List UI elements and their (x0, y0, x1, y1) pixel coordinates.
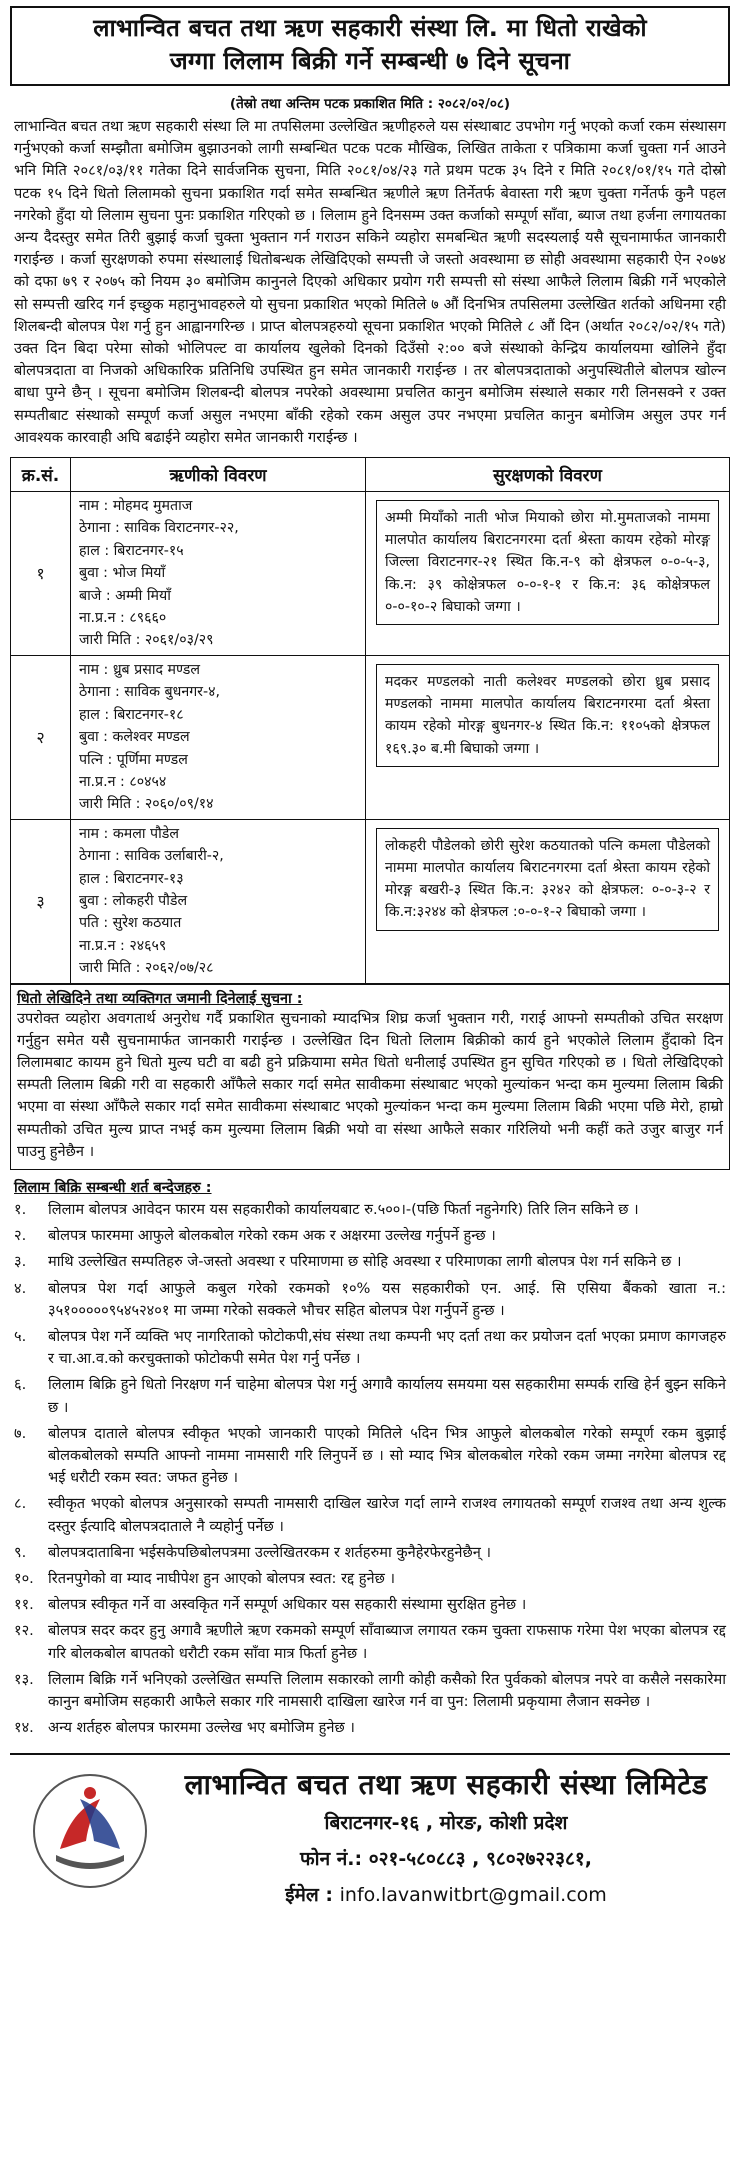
term-text: बोलपत्र दाताले बोलपत्र स्वीकृत भएको जानकारी पाएको मितिले ५दिन भित्र आफुले बोलकबोल गरेको सम्पूर्ण रकम बुझाई बोलकबोलको सम्पति आफ्नो नाममा नामसारी गरि लिनुपर्ने छ । सो म्याद भित्र बोलकबोल गरेको रकम जम्मा नगरेमा बोलपत्र रद्द भई धरौटी रकम स्वत: जफत हुनेछ । (48, 1424, 726, 1487)
list-item (14, 1669, 726, 1713)
collateral-details (366, 819, 730, 983)
borrower-current-address: हाल : बिराटनगर-१५ (79, 542, 184, 559)
borrower-citizenship-no: ना.प्र.न : ८९६६० (79, 610, 167, 627)
collateral-text: मदकर मण्डलको नाती कलेश्वर मण्डलको छोरा ध्रुब प्रसाद मण्डलको नाममा मालपोत कार्यालय बिराटनगरमा दर्ता श्रेस्ता कायम रहेको मोरङ्ग बुधनगर-४ स्थित कि.न: ११०५को क्षेत्रफल १६९.३० ब.मी बिघाको जग्गा । (376, 664, 719, 767)
term-number: ४. (14, 1279, 27, 1297)
collateral-text: लोकहरी पौडेलको छोरी सुरेश कठयातको पत्नि कमला पौडेलको नाममा मालपोत कार्यालय बिराटनगरमा दर्ता श्रेस्ता कायम रहेको मोरङ्ग बखरी-३ स्थित कि.न: ३२४२ को क्षेत्रफल: ०-०-३-२ र कि.न:३२४४ को क्षेत्रफल :०-०-१-२ बिघाको जग्गा । (376, 828, 719, 931)
borrower-details (71, 655, 366, 819)
row-serial: ३ (11, 819, 71, 983)
guarantor-notice-box (10, 984, 730, 1170)
term-number: १२. (14, 1622, 34, 1640)
term-number: ७. (14, 1424, 27, 1442)
collateral-details (366, 655, 730, 819)
term-number: १. (14, 1201, 27, 1218)
borrower-citizenship-no: ना.प्र.न : २४६५९ (79, 937, 167, 954)
table-header-row (11, 458, 730, 492)
terms-list (10, 1197, 730, 1739)
email-label: ईमेल : (285, 1884, 333, 1907)
borrower-address: ठेगाना : साविक बुधनगर-४, (79, 684, 220, 701)
term-text: स्वीकृत भएको बोलपत्र अनुसारको सम्पती नामसारी दाखिल खारेज गर्दा लाग्ने राजश्व लगायतको सम्पूर्ण राजश्व तथा अन्य शुल्क दस्तुर ईत्यादि बोलपत्रदाताले नै व्यहोर्नु पर्नेछ । (48, 1495, 726, 1535)
header-collateral: सुरक्षणको विवरण (366, 458, 730, 492)
term-number: ६. (14, 1376, 27, 1394)
borrower-father: बुवा : लोकहरी पौडेल (79, 892, 188, 909)
list-item (14, 1594, 726, 1616)
organization-name: लाभान्वित बचत तथा ऋण सहकारी संस्था लिमिटेड (184, 1768, 708, 1802)
list-item (14, 1278, 726, 1322)
borrower-current-address: हाल : बिराटनगर-१८ (79, 706, 184, 723)
term-number: ३. (14, 1253, 27, 1271)
term-text: लिलाम बिक्रि हुने धितो निरक्षण गर्न चाहेमा बोलपत्र पेश गर्नु अगावै कार्यालय समयमा यस सहकारीमा सम्पर्क राखि हेर्न बुझ्न सकिने छ । (48, 1376, 726, 1416)
email-line (162, 1877, 730, 1913)
term-text: लिलाम बिक्रि गर्ने भनिएको उल्लेखित सम्पत्ति लिलाम सकारको लागी कोही कसैको रित पुर्वकको बोलपत्र नपरे वा कसैले नसकारेमा कानुन बमोजिम सहकारी आफैले सकार गरि नामसारी दाखिला खारेज गर्न वा पुन: लिलामी प्रकृयामा लैजान सक्नेछ । (48, 1670, 726, 1711)
header-borrower: ऋणीको विवरण (71, 458, 366, 492)
list-item (14, 1251, 726, 1273)
guarantor-text: उपरोक्त व्यहोरा अवगतार्थ अनुरोध गर्दै प्रकाशित सुचनाको म्यादभित्र शिघ्र कर्जा भुक्तान गरी, गराई आफ्नो सम्पतीको उचित सरक्षण गर्नुहुन समेत यसै सुचनामार्फत जानकारी गराईन्छ । उल्लेखित दिन धितो लिलाम बिक्रीको कार्य हुने भएकोले लिलाम हुँदाको दिन लिलामबाट कायम हुने धितो मुल्य घटी वा बढी हुने प्रक्रियामा समेत धितो धनीलाई उपस्थित हुन सुचित गरिएको छ । धितो लेखिदिएको सम्पती लिलाम बिक्री गरी वा सहकारी आँफैले सकार गर्दा समेत सावीकमा संस्थाबाट भएको मुल्यांकन भन्दा कम मुल्यमा लिलाम बिक्री भएमा वा संस्था आँफैले सकार गर्दा समेत सावीकमा संस्थाबाट भएको मुल्यांकन भन्दा कम मुल्यमा लिलाम बिक्री भएमा पछि मेरो, हाम्रो सम्पतीको उचित मुल्य प्राप्त नभई कम मुल्यमा लिलाम बिक्री भयो वा संस्था आफैले सकार गरिलियो भनी कहीं कते उजुर बाजुर गर्न पाउनु हुनेछैन । (17, 1009, 723, 1160)
term-text: माथि उल्लेखित सम्पतिहरु जे-जस्तो अवस्था र परिमाणमा छ सोहि अवस्था र परिमाणका लागी बोलपत्र पेश गर्न सकिने छ । (48, 1253, 682, 1271)
borrower-citizenship-no: ना.प्र.न : ८०४५४ (79, 773, 167, 790)
phone-label: फोन नं.: (300, 1848, 363, 1871)
phone-number: ०२१-५८०८८३ , ९८०२७२२३८१, (368, 1848, 592, 1871)
borrower-father: बुवा : कलेश्वर मण्डल (79, 729, 190, 746)
list-item (14, 1493, 726, 1537)
publication-date: (तेस्रो तथा अन्तिम पटक प्रकाशित मिति : २०८२/०२/०८) (229, 96, 511, 112)
term-number: ११. (14, 1596, 34, 1614)
list-item (14, 1374, 726, 1418)
terms-heading: लिलाम बिक्रि सम्बन्धी शर्त बन्देजहरु : (14, 1180, 212, 1196)
list-item (14, 1423, 726, 1490)
table-row (11, 492, 730, 656)
term-text: बोलपत्र पेश गर्ने व्यक्ति भए नागरिताको फोटोकपी,संघ संस्था तथा कम्पनी भए दर्ता तथा कर प्रयोजन दर्ता भएका प्रमाण कागजहरु र चा.आ.व.को करचुक्ताको फोटोकपी समेत पेश गर्नु पर्नेछ । (48, 1328, 726, 1368)
borrower-address: ठेगाना : साविक विराटनगर-२२, (79, 520, 239, 537)
borrower-issue-date: जारी मिति : २०६०/०९/१४ (79, 796, 214, 813)
term-number: १३. (14, 1670, 34, 1688)
borrower-name: नाम : कमला पौडेल (79, 825, 179, 842)
term-text: बोलपत्रदाताबिना भईसकेपछिबोलपत्रमा उल्लेखितरकम र शर्तहरुमा कुनैहेरफेरहुनेछैन् । (48, 1543, 492, 1561)
borrower-issue-date: जारी मिति : २०६१/०३/२९ (79, 632, 214, 649)
collateral-details (366, 492, 730, 656)
list-item (14, 1326, 726, 1370)
footer (10, 1753, 730, 1953)
term-text: बोलपत्र सदर कदर हुनु अगावै ऋणीले ऋण रकमको सम्पूर्ण साँवाब्याज लगायत रकम चुक्ता राफसाफ गरेमा पेश भएका बोलपत्र रद्द गरि बोलकबोल बापतको धरौटी रकम साँवा मात्र फिर्ता हुनेछ । (48, 1622, 726, 1662)
term-text: बोलपत्र स्वीकृत गर्ने वा अस्वकिृत गर्ने सम्पूर्ण अधिकार यस सहकारी संस्थामा सुरक्षित हुनेछ । (48, 1596, 527, 1614)
notice-title-line-1: लाभान्वित बचत तथा ऋण सहकारी संस्था लि. मा धितो राखेको (93, 14, 647, 42)
header-serial: क्र.सं. (11, 458, 71, 492)
term-text: बोलपत्र पेश गर्दा आफुले कबुल गरेको रकमको १०% यस सहकारीको एन. आई. सि एसिया बैंकको खाता न.: ३५१०००००९५४५२४०१ मा जम्मा गरेको सक्कले भौचर सहित बोलपत्र पेश गर्नुपर्ने हुन्छ । (48, 1279, 726, 1319)
borrower-details (71, 492, 366, 656)
term-number: २. (14, 1227, 27, 1245)
term-number: ९. (14, 1543, 27, 1561)
email-address: info.lavanwitbrt@gmail.com (339, 1884, 607, 1907)
phone-line (162, 1841, 730, 1877)
term-number: १४. (14, 1719, 34, 1737)
borrower-name: नाम : मोहमद मुमताज (79, 498, 193, 515)
borrower-address: ठेगाना : साविक उर्लाबारी-२, (79, 848, 224, 865)
term-number: ५. (14, 1328, 27, 1346)
term-number: १०. (14, 1570, 34, 1588)
list-item (14, 1225, 726, 1247)
list-item (14, 1568, 726, 1590)
borrower-spouse: पति : सुरेश कठयात (79, 915, 182, 932)
organization-address: बिराटनगर-१६ , मोरङ, कोशी प्रदेश (324, 1812, 568, 1835)
term-text: लिलाम बोलपत्र आवेदन फारम यस सहकारीको कार्यालयबाट रु.५००।-(पछि फिर्ता नहुनेगरि) तिरि लिन सकिने छ । (48, 1201, 639, 1218)
borrower-issue-date: जारी मिति : २०६२/०७/२८ (79, 960, 214, 977)
row-serial: २ (11, 655, 71, 819)
table-row (11, 819, 730, 983)
table-row (11, 655, 730, 819)
list-item (14, 1542, 726, 1564)
borrower-father: बुवा : भोज मियाँ (79, 565, 166, 582)
footer-contact (162, 1765, 730, 1913)
borrower-name: नाम : ध्रुब प्रसाद मण्डल (79, 661, 200, 678)
borrower-details (71, 819, 366, 983)
borrower-spouse: पत्नि : पूर्णिमा मण्डल (79, 751, 188, 768)
term-text: रितनपुगेको वा म्याद नाघीपेश हुन आएको बोलपत्र स्वत: रद्द हुनेछ । (48, 1570, 396, 1588)
borrower-grandfather: बाजे : अम्मी मियाँ (79, 587, 171, 604)
intro-paragraph: लाभान्वित बचत तथा ऋण सहकारी संस्था लि मा तपसिलमा उल्लेखित ऋणीहरुले यस संस्थाबाट उपभोग गर्नु भएको कर्जा रकम संस्थासग गर्नुभएको कर्जा सम्झौता बमोजिम बुझाउनको लागी सम्बन्धित पटक पटक मौखिक, लिखित ताकेता र पत्रिकामा कर्जा चुक्ता गर्न आउने भनि मिति २०८१/०३/११ गतेका दिने सार्वजनिक सुचना, मिति २०८१/०४/२३ गते प्रथम पटक ३५ दिने र मिति २०८१/०१/१५ गते दोस्रो पटक १५ दिने धितो लिलामको सुचना प्रकाशित गर्दा समेत सम्बन्धित ऋणीले ऋण तिर्नेतर्फ बेवास्ता गरी ऋण चुक्ता गर्नेतर्फ कुनै पहल नगरेको हुँदा यो लिलाम सुचना पुनः प्रकाशित गरिएको छ । लिलाम हुने दिनसम्म उक्त कर्जाको सम्पूर्ण साँवा, ब्याज तथा हर्जना लगायतका अन्य दैदस्तुर समेत तिरी बुझाई कर्जा चुक्ता भुक्तान गर्न गराउन सकिने व्यहोरा समबन्धित ऋणी सदस्यलाई यसै सूचनामार्फत जानकारी गराईन्छ । कर्जा सुरक्षणको रुपमा संस्थालाई धितोबन्धक लेखिदिएको सम्पत्ती जे जस्तो अवस्थामा छ सोही अवस्थामा सहकारी ऐन २०७४ को दफा ७९ र २०७५ को नियम ३० बमोजिम कानुनले दिएको अधिकार प्रयोग गरी सम्पत्ती सो संस्था आफैले लिलाम बिक्री गर्ने भएकोले सो सम्पत्ती खरिद गर्न इच्छुक महानुभावहरुले यो सुचना प्रकाशित भएको मितिले ७ औं दिनभित्र तपसिलमा उल्लेखित शर्तको अधिनमा रही शिलबन्दी बोलपत्र पेश गर्नु हुन आह्वानगरिन्छ । प्राप्त बोलपत्रहरुयो सूचना प्रकाशित भएको मितिले ८ औं दिन (अर्थात २०८२/०२/१५ गते) उक्त दिन बिदा परेमा सोको भोलिपल्ट वा कार्यालय खुलेको दिनको दिउँसो २:०० बजे संस्थाको केन्द्रिय कार्यालयमा खोलिने हुँदा बोलपत्रदाता वा निजको अधिकारिक प्रतिनिधि उपस्थित हुन समेत जानकारी गराईन्छ । तर बोलपत्रदाताको अनुपस्थितीले बोलपत्र खोल्न बाधा पुग्ने छैन् । सूचना बमोजिम शिलबन्दी बोलपत्र नपरेको अवस्थामा प्रचलित कानुन बमोजिम संस्थाले सकार गरी लिनसक्ने र उक्त सम्पतीबाट संस्थाको सम्पूर्ण कर्जा असुल नभएमा बाँकी रहेको रकम असुल उपर नभएमा प्रचलित कानुन बमोजिम असुल उपर गर्न आवश्यक कारवाही अघि बढाईने व्यहोरा समेत जानकारी गराईन्छ । (14, 118, 726, 446)
term-number: ८. (14, 1495, 27, 1513)
borrower-current-address: हाल : बिराटनगर-१३ (79, 870, 184, 887)
term-text: अन्य शर्तहरु बोलपत्र फारममा उल्लेख भए बमोजिम हुनेछ । (48, 1719, 355, 1737)
cooperative-logo-icon (30, 1771, 150, 1891)
borrower-table (10, 457, 730, 984)
notice-title-line-2: जग्गा लिलाम बिक्री गर्ने सम्बन्धी ७ दिने सूचना (169, 47, 571, 75)
term-text: बोलपत्र फारममा आफुले बोलकबोल गरेको रकम अक र अक्षरमा उल्लेख गर्नुपर्ने हुन्छ । (48, 1227, 496, 1245)
list-item (14, 1620, 726, 1664)
notice-title-box (10, 6, 730, 86)
row-serial: १ (11, 492, 71, 656)
collateral-text: अम्मी मियाँको नाती भोज मियाको छोरा मो.मुमताजको नाममा मालपोत कार्यालय बिराटनगरमा दर्ता श्रेस्ता कायम रहेको मोरङ्ग जिल्ला विराटनगर-२१ स्थित कि.न-९ को क्षेत्रफल ०-०-५-३, कि.न: ३९ कोक्षेत्रफल ०-०-१-१ र कि.न: ३६ कोक्षेत्रफल ०-०-१०-२ बिघाको जग्गा । (376, 500, 719, 625)
list-item (14, 1199, 726, 1221)
list-item (14, 1717, 726, 1739)
guarantor-heading: धितो लेखिदिने तथा व्यक्तिगत जमानी दिनेलाई सुचना : (17, 990, 303, 1007)
